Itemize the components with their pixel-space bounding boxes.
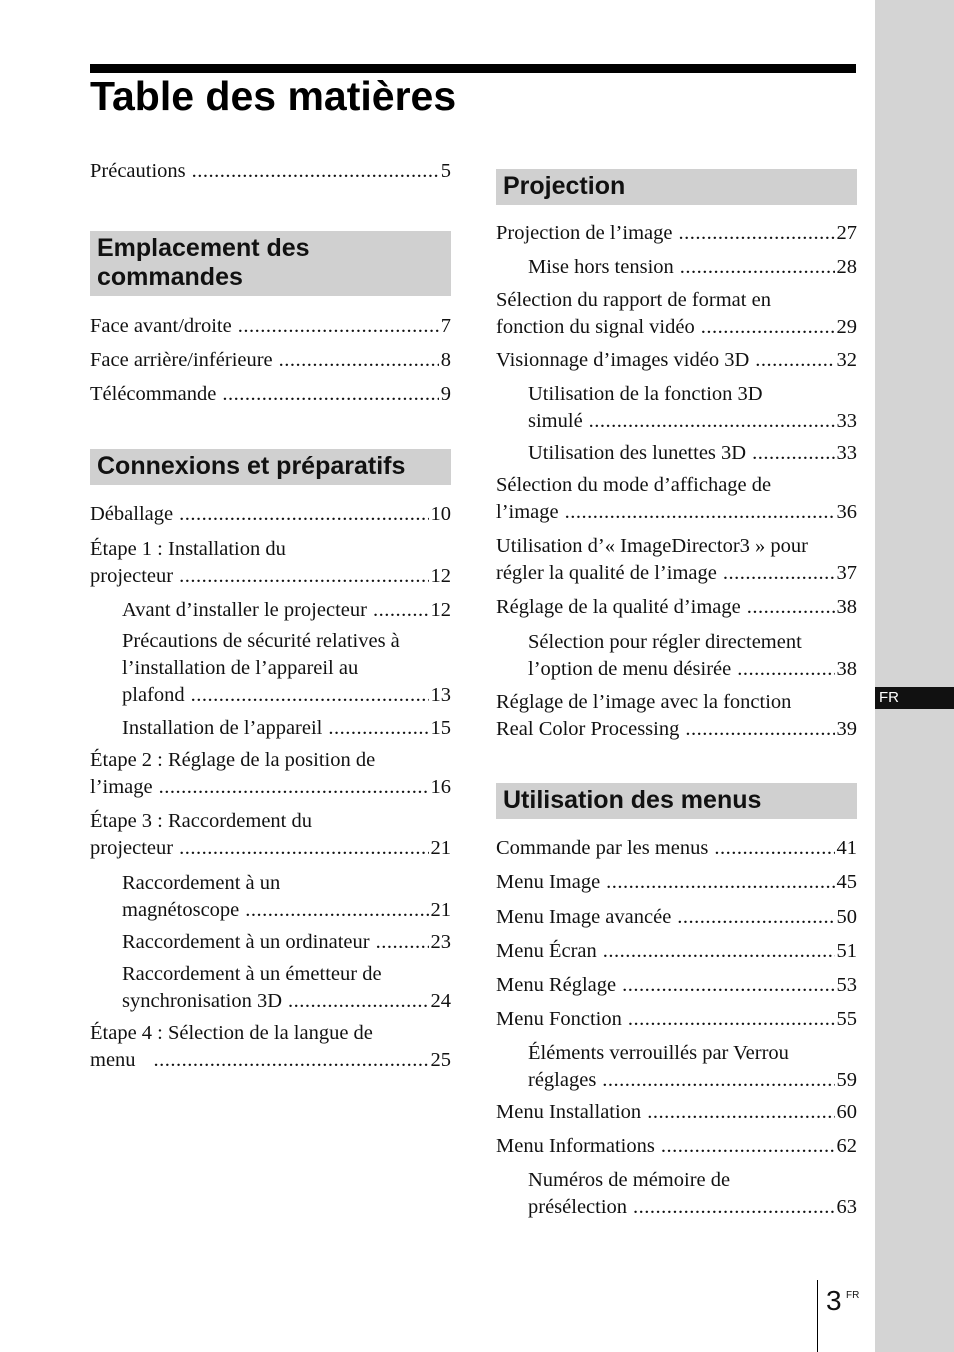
toc-entry-text: Avant d’installer le projecteur [122, 599, 367, 621]
dot-leader [222, 381, 438, 408]
toc-entry-text: Menu Fonction [496, 1008, 622, 1030]
dot-leader [647, 1099, 834, 1126]
toc-page-number: 60 [836, 1101, 857, 1123]
toc-page-number: 38 [836, 596, 857, 618]
toc-entry-text: réglages [528, 1069, 597, 1091]
side-tab-strip [875, 0, 954, 1352]
toc-page-number: 28 [836, 256, 857, 278]
toc-page-number: 8 [440, 349, 451, 371]
toc-entry-precautions[interactable] [90, 158, 451, 185]
dot-leader [238, 313, 439, 340]
toc-entry-text: Sélection du rapport de format en [496, 289, 771, 311]
page-number-suffix: FR [846, 1290, 860, 1301]
toc-entry-text: Face avant/droite [90, 315, 232, 337]
toc-entry[interactable] [90, 501, 451, 528]
toc-page-number: 7 [440, 315, 451, 337]
toc-page-number: 21 [430, 899, 451, 921]
toc-entry[interactable] [496, 220, 857, 247]
toc-entry-text: l’option de menu désirée [528, 658, 732, 680]
toc-subentry[interactable] [496, 1167, 857, 1221]
toc-entry-text: Sélection du mode d’affichage de [496, 474, 772, 496]
toc-page-number: 45 [836, 871, 857, 893]
dot-leader [737, 656, 834, 683]
toc-page-number: 24 [430, 990, 451, 1012]
toc-entry[interactable] [496, 869, 857, 896]
toc-entry-text: régler la qualité de l’image [496, 562, 717, 584]
toc-page-number: 15 [430, 717, 451, 739]
toc-entry-text: Installation de l’appareil [122, 717, 323, 739]
toc-entry-text: Précautions [90, 160, 186, 182]
toc-page-number: 50 [836, 906, 857, 928]
toc-entry[interactable] [496, 287, 857, 341]
toc-entry-text: Réglage de la qualité d’image [496, 596, 741, 618]
toc-page-number: 9 [440, 383, 451, 405]
dot-leader [179, 835, 428, 862]
toc-entry-text: Utilisation d’« ImageDirector3 » pour [496, 535, 808, 557]
dot-leader [752, 440, 834, 467]
toc-entry[interactable] [496, 472, 857, 526]
toc-entry[interactable] [496, 972, 857, 999]
section-heading-projection: Projection [496, 169, 857, 205]
toc-subentry[interactable] [496, 440, 857, 467]
toc-page-number: 25 [430, 1049, 451, 1071]
toc-page-number: 32 [836, 349, 857, 371]
toc-entry-text: Visionnage d’images vidéo 3D [496, 349, 750, 371]
toc-entry[interactable] [496, 1006, 857, 1033]
folio-divider [817, 1280, 818, 1352]
section-heading-menus: Utilisation des menus [496, 783, 857, 819]
page-title: Table des matières [90, 73, 457, 119]
toc-entry-text: Étape 4 : Sélection de la langue de [90, 1022, 373, 1044]
dot-leader [723, 560, 835, 587]
toc-entry-text: l’image [496, 501, 559, 523]
toc-entry-text: Mise hors tension [528, 256, 674, 278]
dot-leader [328, 715, 428, 742]
toc-entry-text: Menu Réglage [496, 974, 617, 996]
dot-leader [179, 563, 428, 590]
toc-entry-text: magnétoscope [122, 899, 240, 921]
dot-leader [602, 1067, 834, 1094]
toc-entry[interactable] [496, 835, 857, 862]
toc-entry[interactable] [90, 536, 451, 590]
toc-subentry[interactable] [90, 715, 451, 742]
toc-page-number: 12 [430, 599, 451, 621]
dot-leader [159, 774, 429, 801]
toc-entry-text: Éléments verrouillés par Verrou [528, 1042, 789, 1064]
toc-entry-text: l’installation de l’appareil au [122, 657, 359, 679]
dot-leader [685, 716, 834, 743]
toc-entry-text: Raccordement à un ordinateur [122, 931, 370, 953]
toc-entry[interactable] [496, 1099, 857, 1126]
toc-entry-text: Télécommande [90, 383, 217, 405]
toc-entry[interactable] [496, 938, 857, 965]
toc-page-number: 39 [836, 718, 857, 740]
toc-page-number: 62 [836, 1135, 857, 1157]
toc-entry[interactable] [90, 381, 451, 408]
dot-leader [701, 314, 835, 341]
toc-page-number: 13 [430, 684, 451, 706]
toc-entry[interactable] [496, 1133, 857, 1160]
toc-entry[interactable] [496, 689, 857, 743]
dot-leader [288, 988, 429, 1015]
toc-entry-text: Étape 3 : Raccordement du [90, 810, 312, 832]
toc-page-number: 16 [430, 776, 451, 798]
toc-entry-text: présélection [528, 1196, 628, 1218]
toc-entry-text: l’image [90, 776, 153, 798]
toc-entry-text: Menu Installation [496, 1101, 642, 1123]
language-tab: FR [875, 687, 954, 709]
dot-leader [628, 1006, 835, 1033]
section-heading-controls: Emplacement des commandes [90, 231, 451, 296]
toc-page-number: 36 [836, 501, 857, 523]
dot-leader [755, 347, 834, 374]
toc-entry[interactable] [90, 313, 451, 340]
toc-entry-text: Raccordement à un émetteur de [122, 963, 382, 985]
dot-leader [373, 597, 429, 624]
toc-entry[interactable] [90, 347, 451, 374]
page-number: 3 [826, 1285, 842, 1316]
toc-entry-text: Face arrière/inférieure [90, 349, 273, 371]
dot-leader [603, 938, 835, 965]
toc-subentry[interactable] [90, 628, 451, 709]
dot-leader [677, 904, 834, 931]
toc-entry-text: Déballage [90, 503, 174, 525]
toc-subentry[interactable] [90, 961, 451, 1015]
toc-page-number: 59 [836, 1069, 857, 1091]
toc-subentry[interactable] [496, 381, 857, 435]
dot-leader [633, 1194, 834, 1221]
toc-entry[interactable] [496, 533, 857, 587]
toc-entry-text: Utilisation de la fonction 3D [528, 383, 763, 405]
toc-subentry[interactable] [496, 254, 857, 281]
toc-entry-text: Étape 2 : Réglage de la position de [90, 749, 376, 771]
toc-entry-text: Menu Image avancée [496, 906, 672, 928]
toc-entry-text: Sélection pour régler directement [528, 631, 802, 653]
toc-entry-text: Real Color Processing [496, 718, 680, 740]
toc-entry-text: Menu Image [496, 871, 601, 893]
toc-entry-text: Commande par les menus [496, 837, 709, 859]
section-heading-connections: Connexions et préparatifs [90, 449, 451, 485]
toc-page-number: 33 [836, 442, 857, 464]
dot-leader [376, 929, 429, 956]
dot-leader [589, 408, 835, 435]
toc-page-number: 27 [836, 222, 857, 244]
toc-page-number: 29 [836, 316, 857, 338]
dot-leader [245, 897, 428, 924]
toc-entry-text: Numéros de mémoire de [528, 1169, 731, 1191]
dot-leader [192, 158, 439, 185]
toc-entry-text: projecteur [90, 837, 174, 859]
toc-entry-text: Précautions de sécurité relatives à [122, 630, 400, 652]
toc-entry-text: Projection de l’image [496, 222, 673, 244]
toc-page-number: 12 [430, 565, 451, 587]
toc-page-number: 33 [836, 410, 857, 432]
dot-leader [622, 972, 834, 999]
toc-subentry[interactable] [90, 597, 451, 624]
toc-page-number: 63 [836, 1196, 857, 1218]
toc-entry[interactable] [496, 594, 857, 621]
dot-leader [680, 254, 835, 281]
toc-subentry[interactable] [496, 629, 857, 683]
toc-entry-text: Utilisation des lunettes 3D [528, 442, 747, 464]
toc-entry-text: Étape 1 : Installation du [90, 538, 286, 560]
dot-leader [179, 501, 428, 528]
toc-entry[interactable] [90, 808, 451, 862]
dot-leader [678, 220, 834, 247]
toc-entry-text: Menu Informations [496, 1135, 655, 1157]
toc-entry-text: Menu Écran [496, 940, 597, 962]
dot-leader [279, 347, 439, 374]
toc-subentry[interactable] [90, 929, 451, 956]
toc-entry-text: simulé [528, 410, 583, 432]
toc-page-number: 21 [430, 837, 451, 859]
toc-entry[interactable] [496, 347, 857, 374]
toc-entry-text: menu [90, 1049, 136, 1071]
toc-entry-text: projecteur [90, 565, 174, 587]
dot-leader [714, 835, 834, 862]
toc-entry-text: synchronisation 3D [122, 990, 282, 1012]
toc-page-number: 55 [836, 1008, 857, 1030]
toc-page-number: 23 [430, 931, 451, 953]
toc-entry[interactable] [90, 747, 451, 801]
dot-leader [565, 499, 835, 526]
toc-page-number: 10 [430, 503, 451, 525]
toc-page-number: 37 [836, 562, 857, 584]
toc-entry[interactable] [496, 904, 857, 931]
dot-leader [154, 1047, 429, 1074]
toc-page-number: 38 [836, 658, 857, 680]
toc-entry-text: Réglage de l’image avec la fonction [496, 691, 792, 713]
toc-page-number: 41 [836, 837, 857, 859]
toc-entry-text: plafond [122, 684, 185, 706]
dot-leader [661, 1133, 835, 1160]
toc-entry[interactable] [90, 1020, 451, 1074]
toc-page-number: 51 [836, 940, 857, 962]
dot-leader [191, 682, 429, 709]
toc-page-number: 53 [836, 974, 857, 996]
dot-leader [747, 594, 835, 621]
toc-subentry[interactable] [90, 870, 451, 924]
toc-subentry[interactable] [496, 1040, 857, 1094]
dot-leader [606, 869, 834, 896]
toc-entry-text: Raccordement à un [122, 872, 281, 894]
toc-page-number: 5 [440, 160, 451, 182]
toc-entry-text: fonction du signal vidéo [496, 316, 695, 338]
